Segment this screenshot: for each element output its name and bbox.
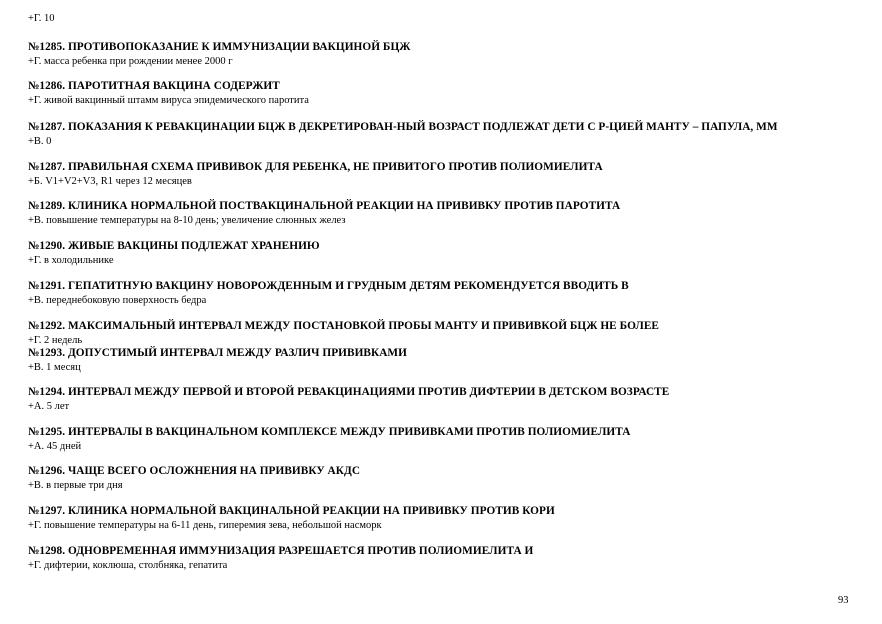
qa-item-1295 bbox=[28, 426, 868, 453]
question-text: №1295. ИНТЕРВАЛЫ В ВАКЦИНАЛЬНОМ КОМПЛЕКСЕ МЕЖДУ ПРИВИВКАМИ ПРОТИВ ПОЛИОМИЕЛИТА bbox=[28, 426, 631, 438]
answer-text: +В. 1 месяц bbox=[28, 362, 81, 373]
answer-text: +Б. V1+V2+V3, R1 через 12 месяцев bbox=[28, 176, 192, 187]
qa-item-1285 bbox=[28, 41, 868, 68]
question-text: №1298. ОДНОВРЕМЕННАЯ ИММУНИЗАЦИЯ РАЗРЕШАЕТСЯ ПРОТИВ ПОЛИОМИЕЛИТА И bbox=[28, 545, 534, 557]
question-text: №1285. ПРОТИВОПОКАЗАНИЕ К ИММУНИЗАЦИИ ВАКЦИНОЙ БЦЖ bbox=[28, 41, 411, 53]
question-text: №1290. ЖИВЫЕ ВАКЦИНЫ ПОДЛЕЖАТ ХРАНЕНИЮ bbox=[28, 240, 320, 252]
qa-item-1296 bbox=[28, 465, 868, 492]
page-number: 93 bbox=[838, 595, 849, 606]
leading-answer: +Г. 10 bbox=[28, 13, 55, 24]
qa-item-1290 bbox=[28, 240, 868, 267]
qa-item-1286 bbox=[28, 80, 868, 107]
qa-item-1291 bbox=[28, 280, 868, 307]
answer-text: +Г. 2 недель bbox=[28, 335, 83, 346]
qa-item-1294 bbox=[28, 386, 868, 413]
question-text: №1287. ПОКАЗАНИЯ К РЕВАКЦИНАЦИИ БЦЖ В ДЕКРЕТИРОВАН-НЫЙ ВОЗРАСТ ПОДЛЕЖАТ ДЕТИ С Р-ЦИЕЙ МАНТУ – ПАПУЛА, ММ bbox=[28, 121, 778, 133]
answer-text: +В. переднебоковую поверхность бедра bbox=[28, 295, 207, 306]
answer-text: +Г. дифтерии, коклюша, столбняка, гепатита bbox=[28, 560, 228, 571]
question-text: №1292. МАКСИМАЛЬНЫЙ ИНТЕРВАЛ МЕЖДУ ПОСТАНОВКОЙ ПРОБЫ МАНТУ И ПРИВИВКОЙ БЦЖ НЕ БОЛЕЕ bbox=[28, 320, 659, 332]
answer-text: +Г. в холодильнике bbox=[28, 255, 114, 266]
answer-text: +В. в первые три дня bbox=[28, 480, 123, 491]
qa-item-1287-revaccination bbox=[28, 121, 868, 148]
question-text: №1297. КЛИНИКА НОРМАЛЬНОЙ ВАКЦИНАЛЬНОЙ РЕАКЦИИ НА ПРИВИВКУ ПРОТИВ КОРИ bbox=[28, 505, 555, 517]
qa-item-1287-schedule bbox=[28, 161, 868, 188]
question-text: №1286. ПАРОТИТНАЯ ВАКЦИНА СОДЕРЖИТ bbox=[28, 80, 280, 92]
answer-text: +А. 5 лет bbox=[28, 401, 70, 412]
question-text: №1291. ГЕПАТИТНУЮ ВАКЦИНУ НОВОРОЖДЕННЫМ И ГРУДНЫМ ДЕТЯМ РЕКОМЕНДУЕТСЯ ВВОДИТЬ В bbox=[28, 280, 629, 292]
question-text: №1293. ДОПУСТИМЫЙ ИНТЕРВАЛ МЕЖДУ РАЗЛИЧ ПРИВИВКАМИ bbox=[28, 347, 407, 359]
answer-text: +А. 45 дней bbox=[28, 441, 82, 452]
question-text: №1296. ЧАЩЕ ВСЕГО ОСЛОЖНЕНИЯ НА ПРИВИВКУ АКДС bbox=[28, 465, 361, 477]
answer-text: +Г. масса ребенка при рождении менее 2000 г bbox=[28, 56, 233, 67]
qa-item-1293 bbox=[28, 347, 868, 374]
answer-text: +Г. повышение температуры на 6-11 день, гиперемия зева, небольшой насморк bbox=[28, 520, 382, 531]
question-text: №1289. КЛИНИКА НОРМАЛЬНОЙ ПОСТВАКЦИНАЛЬНОЙ РЕАКЦИИ НА ПРИВИВКУ ПРОТИВ ПАРОТИТА bbox=[28, 200, 621, 212]
answer-text: +Г. живой вакцинный штамм вируса эпидемического паротита bbox=[28, 95, 309, 106]
answer-text: +В. 0 bbox=[28, 136, 52, 147]
qa-item-1292 bbox=[28, 320, 868, 347]
answer-text: +В. повышение температуры на 8-10 день; увеличение слюнных желез bbox=[28, 215, 346, 226]
qa-item-1298 bbox=[28, 545, 868, 572]
question-text: №1294. ИНТЕРВАЛ МЕЖДУ ПЕРВОЙ И ВТОРОЙ РЕВАКЦИНАЦИЯМИ ПРОТИВ ДИФТЕРИИ В ДЕТСКОМ ВОЗРАСТЕ bbox=[28, 386, 670, 398]
qa-item-1297 bbox=[28, 505, 868, 532]
qa-item-1289 bbox=[28, 200, 868, 227]
question-text: №1287. ПРАВИЛЬНАЯ СХЕМА ПРИВИВОК ДЛЯ РЕБЕНКА, НЕ ПРИВИТОГО ПРОТИВ ПОЛИОМИЕЛИТА bbox=[28, 161, 603, 173]
